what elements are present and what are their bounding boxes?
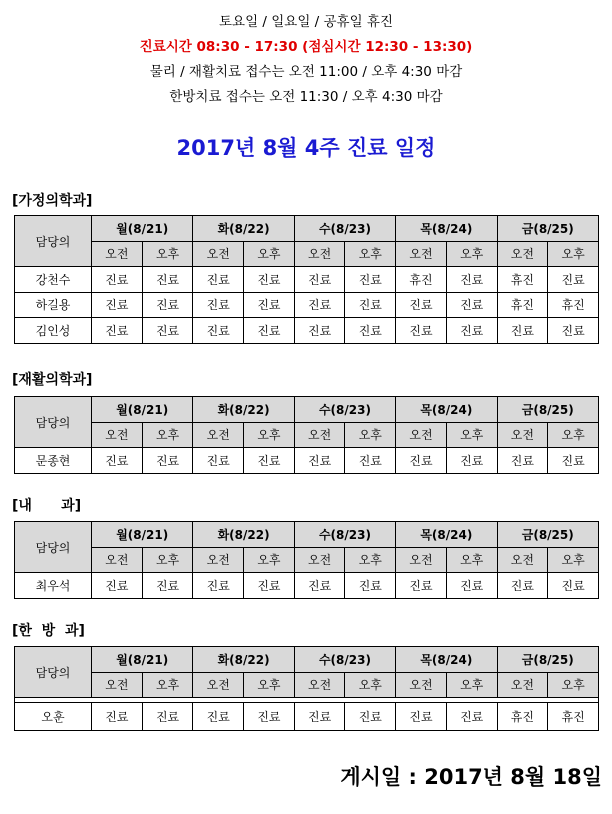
- am-header: 오전: [396, 422, 447, 448]
- slot-cell: 진료: [345, 318, 396, 344]
- slot-cell: 진료: [92, 267, 143, 293]
- doctor-name: 김인성: [15, 318, 92, 344]
- am-header: 오전: [92, 241, 143, 267]
- slot-cell: 진료: [142, 267, 193, 293]
- slot-cell: 진료: [142, 573, 193, 599]
- pm-header: 오후: [142, 422, 193, 448]
- dept-title-rehabilitation: [재활의학과]: [12, 372, 93, 388]
- slot-cell: 진료: [244, 318, 295, 344]
- slot-cell: 진료: [193, 292, 244, 318]
- ampm-header-row: [15, 422, 599, 448]
- pm-header: 오후: [142, 547, 193, 573]
- slot-cell: 휴진: [497, 267, 548, 293]
- slot-cell: 진료: [193, 703, 244, 731]
- am-header: 오전: [294, 547, 345, 573]
- slot-cell: 진료: [345, 703, 396, 731]
- doctor-header: 담당의: [15, 397, 92, 448]
- slot-cell: 진료: [244, 267, 295, 293]
- am-header: 오전: [294, 422, 345, 448]
- slot-cell: 진료: [548, 267, 599, 293]
- dept-title-family-medicine: [가정의학과]: [12, 193, 93, 209]
- am-header: 오전: [193, 672, 244, 698]
- pm-header: 오후: [345, 672, 396, 698]
- doctor-row: [15, 703, 599, 731]
- am-header: 오전: [92, 672, 143, 698]
- doctor-row: [15, 448, 599, 474]
- am-header: 오전: [92, 547, 143, 573]
- slot-cell: 진료: [294, 703, 345, 731]
- slot-cell: 휴진: [497, 292, 548, 318]
- schedule-table-family-medicine: [14, 215, 599, 344]
- pm-header: 오후: [446, 241, 497, 267]
- day-header: 수(8/23): [294, 522, 395, 548]
- slot-cell: 진료: [92, 448, 143, 474]
- pm-header: 오후: [548, 547, 599, 573]
- slot-cell: 진료: [345, 267, 396, 293]
- dept-title-internal-medicine: [내 과]: [12, 498, 82, 514]
- slot-cell: 진료: [396, 703, 447, 731]
- day-header: 수(8/23): [294, 647, 395, 673]
- doctor-header: 담당의: [15, 647, 92, 698]
- am-header: 오전: [92, 422, 143, 448]
- slot-cell: 휴진: [396, 267, 447, 293]
- ampm-header-row: [15, 241, 599, 267]
- day-header: 목(8/24): [396, 522, 497, 548]
- doctor-name: 하길용: [15, 292, 92, 318]
- doctor-name: 문종현: [15, 448, 92, 474]
- slot-cell: 진료: [92, 318, 143, 344]
- slot-cell: 진료: [396, 292, 447, 318]
- day-header: 금(8/25): [497, 397, 599, 423]
- slot-cell: 휴진: [497, 703, 548, 731]
- slot-cell: 진료: [345, 292, 396, 318]
- am-header: 오전: [193, 422, 244, 448]
- am-header: 오전: [497, 547, 548, 573]
- day-header-row: [15, 216, 599, 242]
- slot-cell: 진료: [294, 267, 345, 293]
- day-header: 금(8/25): [497, 216, 599, 242]
- pm-header: 오후: [446, 672, 497, 698]
- slot-cell: 진료: [193, 267, 244, 293]
- slot-cell: 진료: [244, 573, 295, 599]
- pm-header: 오후: [548, 241, 599, 267]
- oriental-notice: 한방치료 접수는 오전 11:30 / 오후 4:30 마감: [169, 89, 443, 105]
- am-header: 오전: [193, 547, 244, 573]
- slot-cell: 진료: [142, 292, 193, 318]
- doctor-name: 오훈: [15, 703, 92, 731]
- day-header: 수(8/23): [294, 216, 395, 242]
- doctor-row: [15, 573, 599, 599]
- day-header: 화(8/22): [193, 397, 294, 423]
- day-header-row: [15, 397, 599, 423]
- slot-cell: 휴진: [548, 292, 599, 318]
- pm-header: 오후: [244, 422, 295, 448]
- am-header: 오전: [294, 241, 345, 267]
- slot-cell: 진료: [548, 448, 599, 474]
- slot-cell: 진료: [193, 573, 244, 599]
- day-header: 화(8/22): [193, 647, 294, 673]
- doctor-row: [15, 318, 599, 344]
- pm-header: 오후: [345, 547, 396, 573]
- slot-cell: 진료: [396, 318, 447, 344]
- slot-cell: 진료: [294, 448, 345, 474]
- slot-cell: 진료: [244, 703, 295, 731]
- slot-cell: 진료: [193, 318, 244, 344]
- doctor-header: 담당의: [15, 216, 92, 267]
- ampm-header-row: [15, 547, 599, 573]
- pm-header: 오후: [345, 241, 396, 267]
- day-header: 금(8/25): [497, 522, 599, 548]
- slot-cell: 진료: [548, 573, 599, 599]
- day-header-row: [15, 522, 599, 548]
- am-header: 오전: [294, 672, 345, 698]
- slot-cell: 진료: [446, 573, 497, 599]
- day-header: 월(8/21): [92, 522, 193, 548]
- page-title: 2017년 8월 4주 진료 일정: [176, 136, 436, 160]
- doctor-name: 최우석: [15, 573, 92, 599]
- slot-cell: 진료: [92, 292, 143, 318]
- slot-cell: 진료: [142, 703, 193, 731]
- day-header: 월(8/21): [92, 647, 193, 673]
- doctor-header: 담당의: [15, 522, 92, 573]
- slot-cell: 진료: [294, 292, 345, 318]
- day-header: 월(8/21): [92, 397, 193, 423]
- slot-cell: 진료: [396, 573, 447, 599]
- slot-cell: 진료: [193, 448, 244, 474]
- slot-cell: 진료: [92, 573, 143, 599]
- am-header: 오전: [396, 672, 447, 698]
- am-header: 오전: [497, 422, 548, 448]
- slot-cell: 진료: [396, 448, 447, 474]
- slot-cell: 진료: [446, 318, 497, 344]
- slot-cell: 진료: [244, 448, 295, 474]
- slot-cell: 진료: [497, 318, 548, 344]
- pm-header: 오후: [446, 547, 497, 573]
- slot-cell: 진료: [446, 448, 497, 474]
- slot-cell: 진료: [294, 318, 345, 344]
- pm-header: 오후: [548, 672, 599, 698]
- doctor-row: [15, 292, 599, 318]
- pm-header: 오후: [244, 672, 295, 698]
- pm-header: 오후: [244, 547, 295, 573]
- slot-cell: 진료: [446, 267, 497, 293]
- day-header: 월(8/21): [92, 216, 193, 242]
- ampm-header-row: [15, 672, 599, 698]
- day-header: 화(8/22): [193, 522, 294, 548]
- slot-cell: 진료: [497, 573, 548, 599]
- slot-cell: 진료: [345, 448, 396, 474]
- pm-header: 오후: [142, 241, 193, 267]
- hours-notice: 진료시간 08:30 - 17:30 (점심시간 12:30 - 13:30): [139, 39, 473, 55]
- dept-title-oriental-medicine: [한 방 과]: [12, 623, 85, 639]
- pm-header: 오후: [548, 422, 599, 448]
- day-header: 화(8/22): [193, 216, 294, 242]
- day-header: 목(8/24): [396, 397, 497, 423]
- slot-cell: 진료: [142, 318, 193, 344]
- pm-header: 오후: [345, 422, 396, 448]
- closed-days-notice: 토요일 / 일요일 / 공휴일 휴진: [218, 14, 393, 30]
- am-header: 오전: [193, 241, 244, 267]
- day-header-row: [15, 647, 599, 673]
- slot-cell: 진료: [446, 703, 497, 731]
- pm-header: 오후: [142, 672, 193, 698]
- slot-cell: 진료: [244, 292, 295, 318]
- slot-cell: 진료: [142, 448, 193, 474]
- slot-cell: 진료: [497, 448, 548, 474]
- pm-header: 오후: [446, 422, 497, 448]
- posted-date: 게시일 : 2017년 8월 18일: [340, 765, 602, 789]
- doctor-row: [15, 267, 599, 293]
- doctor-name: 강천수: [15, 267, 92, 293]
- slot-cell: 진료: [548, 318, 599, 344]
- day-header: 금(8/25): [497, 647, 599, 673]
- pm-header: 오후: [244, 241, 295, 267]
- slot-cell: 진료: [446, 292, 497, 318]
- schedule-table-rehabilitation: [14, 396, 599, 474]
- am-header: 오전: [396, 547, 447, 573]
- day-header: 수(8/23): [294, 397, 395, 423]
- day-header: 목(8/24): [396, 216, 497, 242]
- slot-cell: 진료: [294, 573, 345, 599]
- am-header: 오전: [497, 241, 548, 267]
- day-header: 목(8/24): [396, 647, 497, 673]
- schedule-table-internal-medicine: [14, 521, 599, 599]
- schedule-table-oriental-medicine: [14, 646, 599, 731]
- am-header: 오전: [497, 672, 548, 698]
- am-header: 오전: [396, 241, 447, 267]
- slot-cell: 진료: [92, 703, 143, 731]
- rehab-notice: 물리 / 재활치료 접수는 오전 11:00 / 오후 4:30 마감: [149, 64, 463, 80]
- slot-cell: 휴진: [548, 703, 599, 731]
- slot-cell: 진료: [345, 573, 396, 599]
